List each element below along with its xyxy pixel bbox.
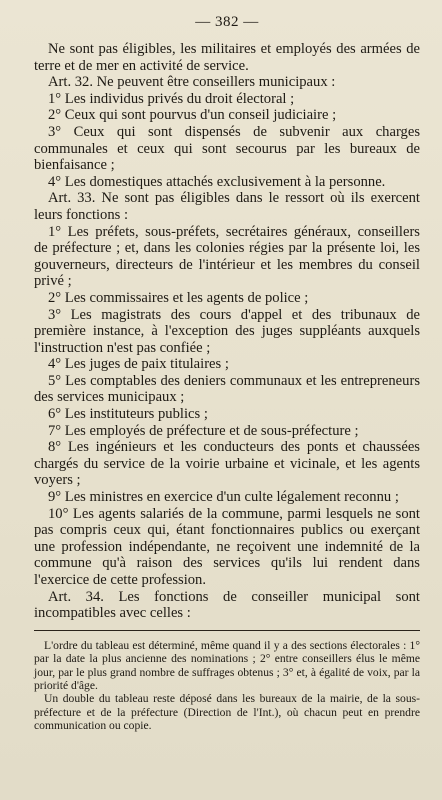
article-32-item-4: 4° Les domestiques attachés exclusivement à la personne. [48, 173, 386, 190]
article-33-heading: Art. 33. Ne sont pas éligibles dans le ressort où ils exercent leurs fonctions : [34, 190, 420, 223]
article-34-heading: Art. 34. Les fonctions de conseiller municipal sont incompatibles avec celles : [34, 588, 420, 622]
article-33-item-3: 3° Les magistrats des cours d'appel et des tribunaux de première instance, à l'exception des juges suppléants auxquels l'instruction n'est pas confiée ; [34, 306, 420, 356]
article-33-item-4: 4° Les juges de paix titulaires ; [48, 356, 229, 373]
article-33-item-1: 1° Les préfets, sous-préfets, secrétaires généraux, conseillers de préfecture ; et, dans les colonies régies par la présente loi, les gouverneurs, directeurs de l'intérieur et les membres du conseil privé ; [34, 223, 420, 290]
page-number: — 382 — [195, 14, 259, 30]
article-32-item-1: 1° Les individus privés du droit électoral ; [48, 90, 295, 107]
article-32-item-3: 3° Ceux qui sont dispensés de subvenir aux charges communales et ceux qui sont secourus par les bureaux de bienfaisance ; [34, 123, 420, 174]
article-33-item-9: 9° Les ministres en exercice d'un culte légalement reconnu ; [48, 489, 399, 506]
article-33-item-10: 10° Les agents salariés de la commune, parmi lesquels ne sont pas compris ceux qui, étant fonctionnaires publics ou exerçant une profession indépendante, ne reçoivent une indemnité de la commune qu'à raison des services qu'ils lui rendent dans l'exercice de cette profession. [34, 505, 420, 588]
article-33-item-5: 5° Les comptables des deniers communaux et les entrepreneurs des services municipaux ; [34, 372, 420, 406]
footnotes [34, 639, 420, 733]
main-text [34, 41, 420, 622]
footnote-order-of-table: L'ordre du tableau est déterminé, même quand il y a des sections électorales : 1° par la date la plus ancienne des nominations ; 2° entre conseillers élus le même jour, par le plus grand nombre de suffrages obtenus ; 3° et, à égalité de voix, par la priorité d'âge. [34, 638, 420, 692]
footnote-divider [34, 630, 420, 631]
article-33-item-6: 6° Les instituteurs publics ; [48, 406, 208, 423]
article-32-item-2: 2° Ceux qui sont pourvus d'un conseil judiciaire ; [48, 107, 337, 124]
paragraph-ineligibility-military: Ne sont pas éligibles, les militaires et employés des armées de terre et de mer en activité de service. [34, 41, 420, 74]
footnote-copy-of-table: Un double du tableau reste déposé dans les bureaux de la mairie, de la sous-préfecture et de la préfecture (Direction de l'Int.), où chacun peut en prendre communication ou copie. [34, 692, 420, 733]
article-32-heading: Art. 32. Ne peuvent être conseillers municipaux : [48, 74, 336, 91]
article-33-item-2: 2° Les commissaires et les agents de police ; [48, 289, 309, 306]
article-33-item-7: 7° Les employés de préfecture et de sous-préfecture ; [48, 422, 359, 439]
article-33-item-8: 8° Les ingénieurs et les conducteurs des ponts et chaussées chargés du service de la voirie urbaine et vicinale, et les agents voyers ; [34, 439, 420, 489]
